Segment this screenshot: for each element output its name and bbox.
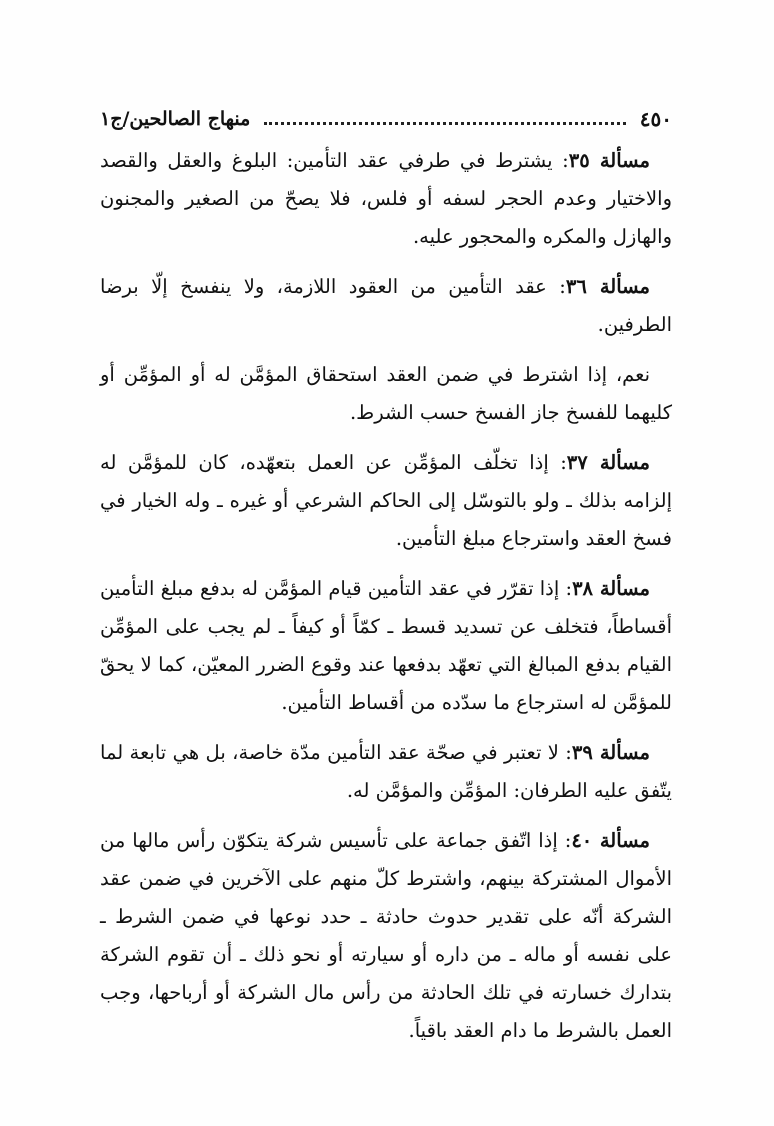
- issue-label: مسألة ٣٨: [572, 577, 650, 600]
- issue-36-continuation-paragraph: [100, 356, 672, 432]
- issue-label: مسألة ٣٩: [571, 741, 650, 764]
- issue-text: : يشترط في طرفي عقد التأمين: البلوغ والعقل والقصد والاختيار وعدم الحجر لسفه أو فلس، فلا يصحّ من الصغير والمجنون والهازل والمكره والمحجور عليه.: [100, 149, 672, 248]
- issue-label: مسألة ٣٦: [565, 275, 651, 298]
- issue-35-paragraph: [100, 142, 672, 256]
- page-header: [100, 102, 672, 136]
- issue-39-paragraph: [100, 734, 672, 810]
- issue-label: مسألة ٣٥: [568, 149, 651, 172]
- book-title: منهاج الصالحين/ج١: [100, 108, 251, 130]
- issue-text: : إذا تخلّف المؤمِّن عن العمل بتعهّده، كان للمؤمَّن له إلزامه بذلك ـ ولو بالتوسّل إلى الحاكم الشرعي أو غيره ـ وله الخيار في فسخ العقد واسترجاع مبلغ التأمين.: [100, 451, 672, 550]
- issue-37-paragraph: [100, 444, 672, 558]
- issue-40-paragraph: [100, 822, 672, 1050]
- issue-label: مسألة ٤٠: [571, 829, 650, 852]
- header-leader-dots: [264, 122, 625, 125]
- page-number: ٤٥٠: [639, 107, 672, 131]
- issue-text: : إذا اتّفق جماعة على تأسيس شركة يتكوّن رأس مالها من الأموال المشتركة بينهم، واشترط كلّ منهم على الآخرين في ضمن عقد الشركة أنّه على تقدير حدوث حادثة ـ حدد نوعها في ضمن الشرط ـ على نفسه أو ماله ـ من داره أو سيارته أو نحو ذلك ـ أن تقوم الشركة بتدارك خسارته في تلك الحادثة من رأس مال الشركة أو أرباحها، وجب العمل بالشرط ما دام العقد باقياً.: [100, 829, 672, 1042]
- issue-text: : عقد التأمين من العقود اللازمة، ولا ينفسخ إلّا برضا الطرفين.: [100, 275, 672, 336]
- issue-36-paragraph: [100, 268, 672, 344]
- issue-text: : إذا تقرّر في عقد التأمين قيام المؤمَّن له بدفع مبلغ التأمين أقساطاً، فتخلف عن تسديد قسط ـ كمّاً أو كيفاً ـ لم يجب على المؤمِّن القيام بدفع المبالغ التي تعهّد بدفعها عند وقوع الضرر المعيّن، كما لا يحقّ للمؤمَّن له استرجاع ما سدّده من أقساط التأمين.: [100, 577, 672, 714]
- issue-text: نعم، إذا اشترط في ضمن العقد استحقاق المؤمَّن له أو المؤمِّن أو كليهما للفسخ جاز الفسخ حسب الشرط.: [100, 363, 672, 424]
- issue-text: : لا تعتبر في صحّة عقد التأمين مدّة خاصة، بل هي تابعة لما يتّفق عليه الطرفان: المؤمِّن والمؤمَّن له.: [100, 741, 672, 802]
- page-body: [100, 142, 672, 1062]
- issue-38-paragraph: [100, 570, 672, 722]
- issue-label: مسألة ٣٧: [566, 451, 650, 474]
